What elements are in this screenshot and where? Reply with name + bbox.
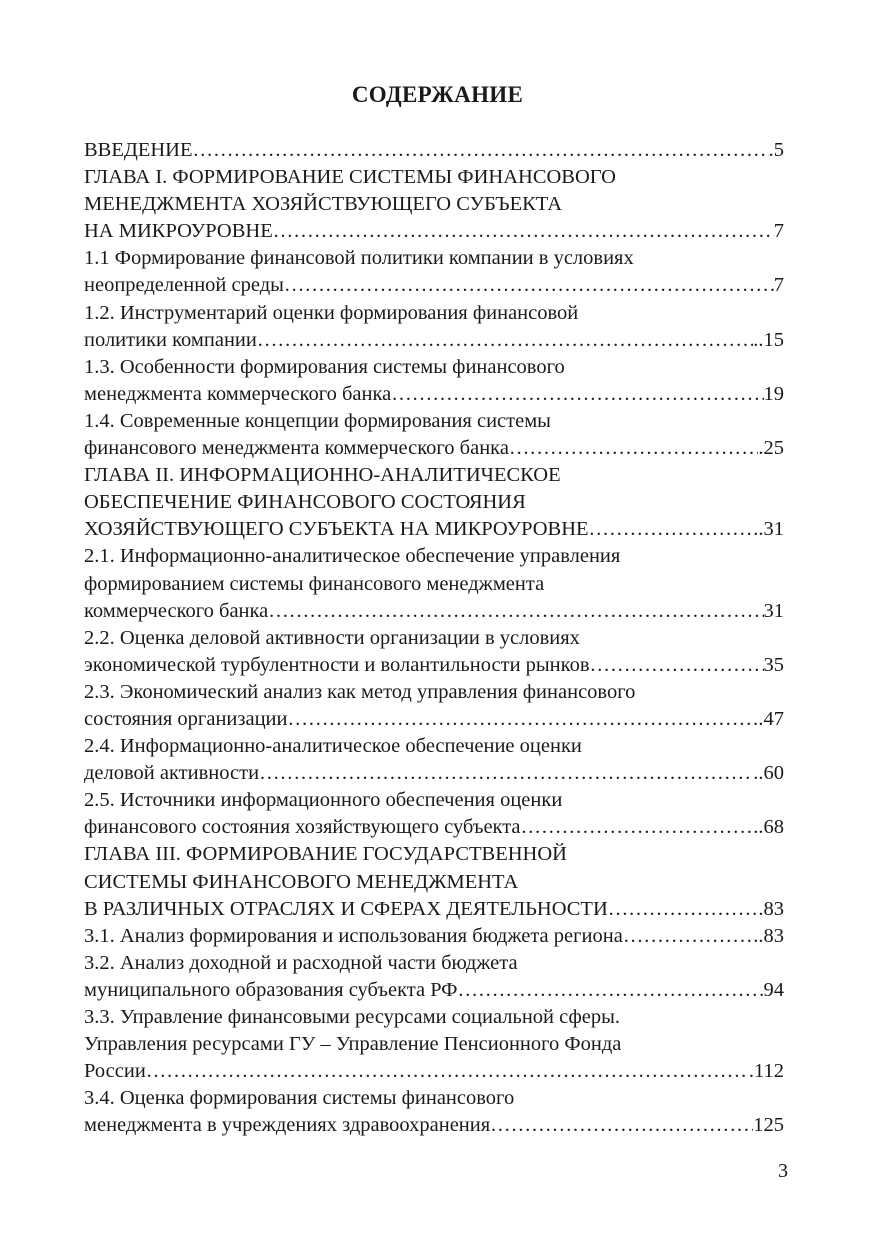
page-number: 3	[778, 1160, 788, 1182]
toc-entry-final-line	[84, 435, 784, 462]
toc-entry-line: 3.4. Оценка формирования системы финансового	[84, 1087, 515, 1110]
toc-entry-final-line	[84, 896, 784, 923]
toc-entry-final-line	[84, 272, 784, 299]
toc-entry	[84, 300, 784, 354]
toc-entry-line: Управления ресурсами ГУ – Управление Пенсионного Фонда	[84, 1033, 622, 1056]
dot-leader	[288, 706, 759, 733]
dot-leader	[490, 1112, 753, 1139]
toc-entry-line: 2.1. Информационно-аналитическое обеспечение управления	[84, 545, 621, 568]
toc-entry-page: 19	[763, 382, 784, 405]
toc-entry-final-line	[84, 218, 784, 245]
toc-entry-page: 7	[773, 274, 784, 297]
toc-entry-text: экономической турбулентности и волантильности рынков	[84, 653, 590, 676]
toc-entry	[84, 625, 784, 679]
dot-leader	[623, 923, 753, 950]
toc-entry-text: ВВЕДЕНИЕ	[84, 139, 193, 161]
toc-entry	[84, 1004, 784, 1085]
toc-entry-line: ОБЕСПЕЧЕНИЕ ФИНАНСОВОГО СОСТОЯНИЯ	[84, 491, 526, 514]
toc-entry-final-line	[84, 137, 784, 164]
toc-entry-page: ..83	[753, 924, 784, 947]
dot-leader	[257, 327, 753, 354]
dot-leader	[589, 516, 754, 543]
toc-entry-page: 35	[763, 653, 784, 676]
toc-entry-final-line	[84, 652, 784, 679]
toc-entry-line: 2.5. Источники информационного обеспечения оценки	[84, 789, 563, 812]
toc-entry-text: менеджмента в учреждениях здравоохранения	[84, 1114, 491, 1137]
toc-entry-line: 1.4. Современные концепции формирования системы	[84, 409, 551, 432]
toc-entry-line: 3.3. Управление финансовыми ресурсами социальной сферы.	[84, 1006, 621, 1028]
toc-entry-page: .83	[758, 897, 784, 920]
toc-entry	[84, 841, 784, 922]
toc-entry-line: МЕНЕДЖМЕНТА ХОЗЯЙСТВУЮЩЕГО СУБЪЕКТА	[84, 193, 563, 216]
table-of-contents	[84, 137, 784, 1139]
toc-entry-text: В РАЗЛИЧНЫХ ОТРАСЛЯХ И СФЕРАХ ДЕЯТЕЛЬНОСТИ	[84, 897, 608, 920]
page-title: СОДЕРЖАНИЕ	[351, 82, 524, 107]
toc-entry-page: ..31	[753, 518, 784, 541]
toc-entry-final-line	[84, 1058, 784, 1085]
toc-entry-line: СИСТЕМЫ ФИНАНСОВОГО МЕНЕДЖМЕНТА	[84, 870, 519, 893]
toc-entry	[84, 950, 784, 1004]
toc-entry-text: деловой активности	[84, 762, 260, 785]
dot-leader	[391, 381, 763, 408]
toc-entry-page: .47	[758, 707, 784, 730]
toc-entry-text: состояния организации	[84, 707, 288, 730]
toc-entry-text: финансового состояния хозяйствующего субъекта	[84, 816, 521, 839]
toc-entry-final-line	[84, 327, 784, 354]
dot-leader	[509, 435, 758, 462]
toc-entry-line: 2.4. Информационно-аналитическое обеспечение оценки	[84, 735, 582, 758]
toc-entry	[84, 679, 784, 733]
toc-entry	[84, 543, 784, 624]
toc-entry-final-line	[84, 977, 784, 1004]
toc-entry-final-line	[84, 381, 784, 408]
toc-entry-text: менеджмента коммерческого банка	[84, 382, 392, 405]
toc-entry	[84, 164, 784, 245]
toc-entry-page: 31	[763, 599, 784, 622]
dot-leader	[268, 598, 763, 625]
toc-entry-page: .5	[768, 139, 784, 161]
dot-leader	[259, 760, 753, 787]
toc-entry-text: политики компании	[84, 328, 257, 351]
toc-entry-line: ГЛАВА II. ИНФОРМАЦИОННО-АНАЛИТИЧЕСКОЕ	[84, 464, 561, 487]
toc-entry-line: 3.2. Анализ доходной и расходной части бюджета	[84, 951, 518, 974]
dot-leader	[193, 137, 769, 164]
toc-entry-final-line	[84, 706, 784, 733]
toc-entry-text: коммерческого банка	[84, 599, 269, 622]
toc-entry-text: неопределенной среды	[84, 274, 284, 297]
toc-entry-final-line	[84, 1112, 784, 1139]
toc-entry	[84, 137, 784, 164]
toc-entry	[84, 462, 784, 543]
toc-entry-line: формированием системы финансового менеджмента	[84, 572, 545, 595]
toc-entry-line: 1.2. Инструментарий оценки формирования финансовой	[84, 301, 579, 324]
dot-leader	[457, 977, 763, 1004]
toc-entry-text: 3.1. Анализ формирования и использования бюджета региона	[84, 924, 623, 947]
toc-entry-final-line	[84, 760, 784, 787]
toc-entry-page: ..68	[753, 816, 784, 839]
toc-entry	[84, 1085, 784, 1139]
toc-entry-line: ГЛАВА I. ФОРМИРОВАНИЕ СИСТЕМЫ ФИНАНСОВОГО	[84, 166, 616, 189]
toc-entry-page: 94	[763, 978, 784, 1001]
toc-entry	[84, 733, 784, 787]
dot-leader	[608, 896, 759, 923]
toc-entry-line: 2.3. Экономический анализ как метод управления финансового	[84, 680, 636, 703]
toc-entry-final-line	[84, 516, 784, 543]
toc-entry-final-line	[84, 923, 784, 950]
dot-leader	[273, 218, 774, 245]
toc-entry-line: 2.2. Оценка деловой активности организации в условиях	[84, 626, 580, 649]
toc-entry	[84, 923, 784, 950]
toc-entry-text: муниципального образования субъекта РФ	[84, 978, 458, 1001]
dot-leader	[521, 814, 754, 841]
toc-entry-final-line	[84, 598, 784, 625]
toc-entry-page: 7	[773, 220, 784, 243]
toc-entry-page: ..15	[753, 328, 784, 351]
toc-entry-page: .25	[758, 437, 784, 460]
toc-entry-text: НА МИКРОУРОВНЕ	[84, 220, 273, 243]
toc-entry	[84, 354, 784, 408]
toc-entry-text: ХОЗЯЙСТВУЮЩЕГО СУБЪЕКТА НА МИКРОУРОВНЕ	[84, 518, 589, 541]
toc-entry-page: ..60	[753, 762, 784, 785]
toc-entry-page: .112	[748, 1060, 784, 1083]
toc-entry-final-line	[84, 814, 784, 841]
dot-leader	[146, 1058, 749, 1085]
toc-entry-line: 1.3. Особенности формирования системы финансового	[84, 355, 565, 378]
toc-entry-text: финансового менеджмента коммерческого банка	[84, 437, 509, 460]
toc-entry-line: 1.1 Формирование финансовой политики компании в условиях	[84, 247, 634, 270]
dot-leader	[284, 272, 774, 299]
dot-leader	[590, 652, 764, 679]
toc-entry	[84, 408, 784, 462]
toc-entry-line: ГЛАВА III. ФОРМИРОВАНИЕ ГОСУДАРСТВЕННОЙ	[84, 843, 567, 866]
toc-entry-text: России	[84, 1060, 146, 1083]
toc-entry	[84, 787, 784, 841]
toc-entry	[84, 245, 784, 299]
toc-entry-page: 125	[753, 1114, 784, 1137]
